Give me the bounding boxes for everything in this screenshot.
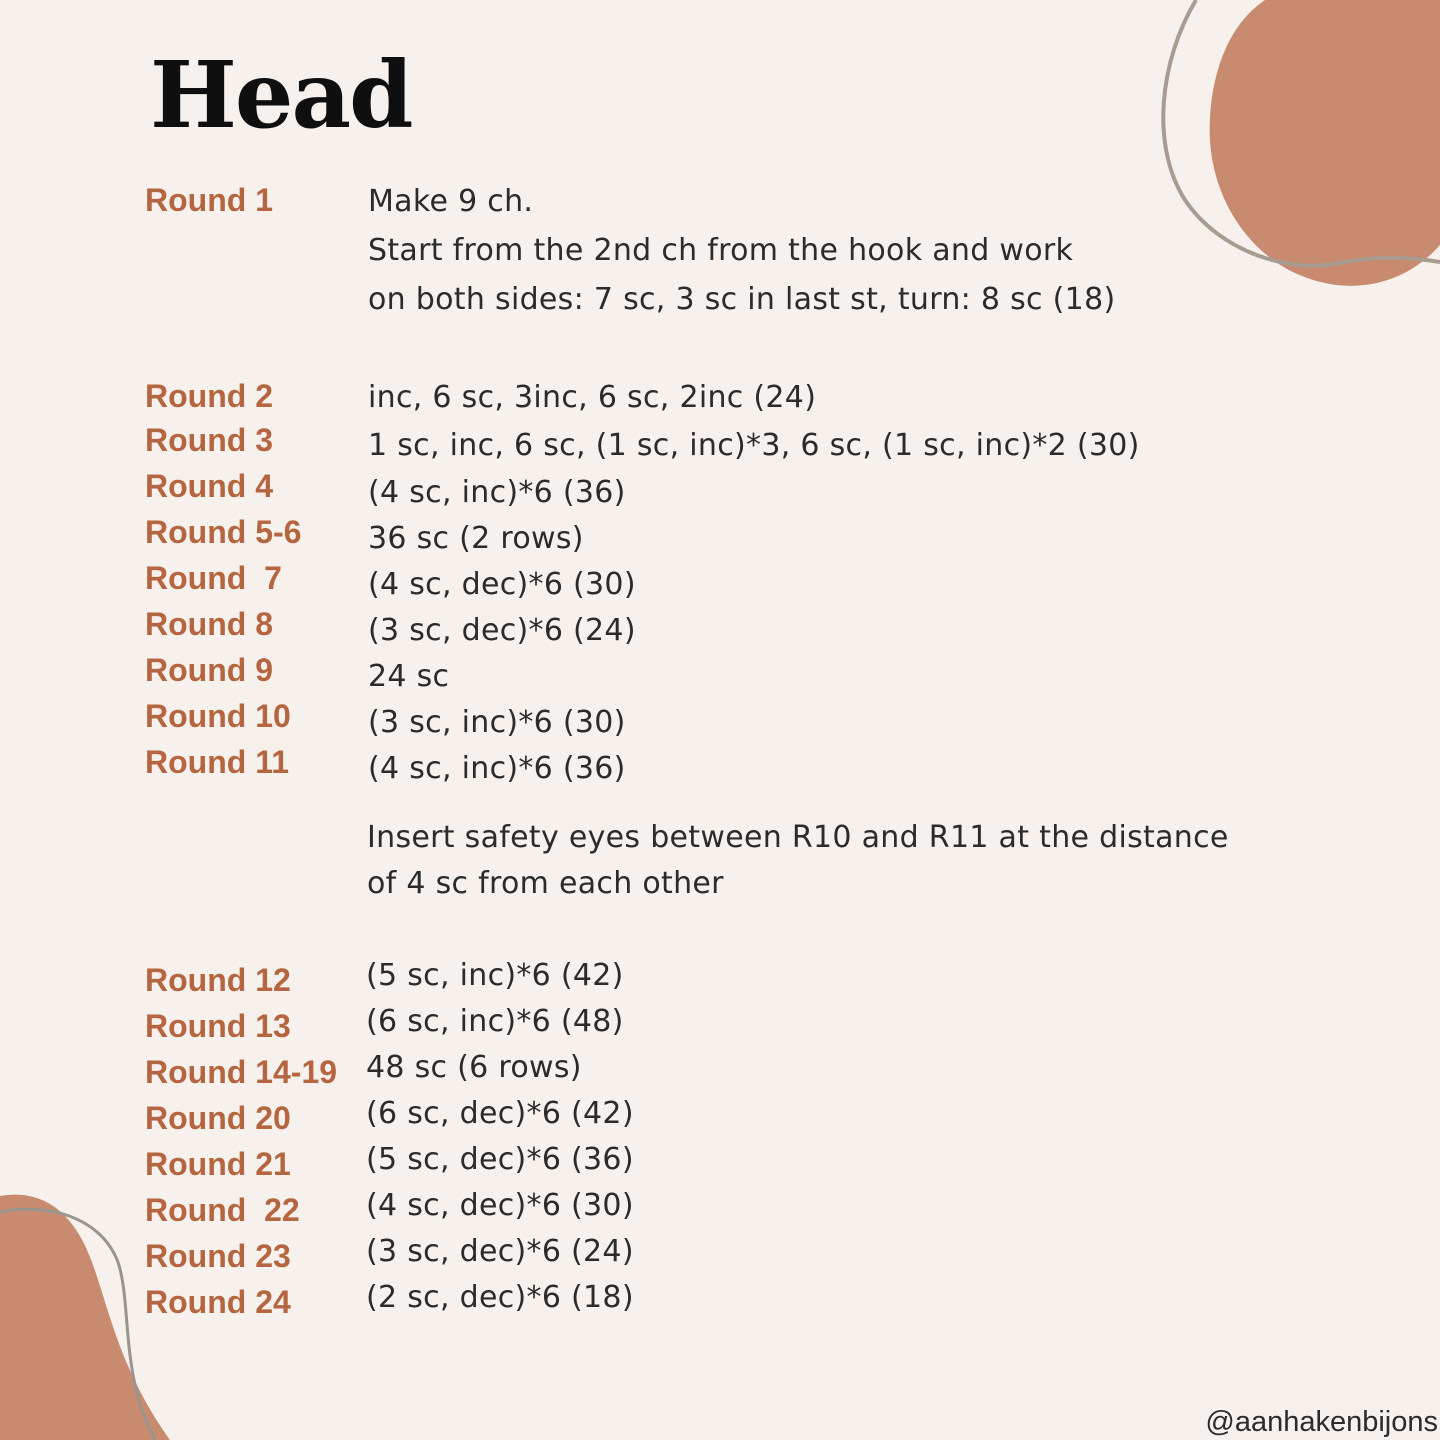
round-instruction: 36 sc (2 rows) <box>368 521 584 556</box>
round-label: Round 5-6 <box>145 514 302 550</box>
round-label: Round 14-19 <box>145 1054 338 1090</box>
round-instruction: (6 sc, dec)*6 (42) <box>366 1096 634 1131</box>
round-instruction: (3 sc, dec)*6 (24) <box>368 613 636 648</box>
instruction-line: on both sides: 7 sc, 3 sc in last st, turn: 8 sc (18) <box>368 282 1116 317</box>
round-label: Round 20 <box>145 1100 291 1136</box>
round-instruction: (5 sc, inc)*6 (42) <box>366 958 624 993</box>
round-instruction: (6 sc, inc)*6 (48) <box>366 1004 624 1039</box>
round-instruction: (3 sc, dec)*6 (24) <box>366 1234 634 1269</box>
safety-eyes-note: of 4 sc from each other <box>367 866 724 901</box>
round-label: Round 9 <box>145 652 273 688</box>
instruction-line: Make 9 ch. <box>368 184 534 219</box>
round-label: Round 13 <box>145 1008 291 1044</box>
safety-eyes-note: Insert safety eyes between R10 and R11 at the distance <box>367 820 1229 855</box>
round-instruction: (4 sc, dec)*6 (30) <box>368 567 636 602</box>
round-label: Round 24 <box>145 1284 291 1320</box>
round-instruction: 48 sc (6 rows) <box>366 1050 582 1085</box>
round-label: Round 7 <box>145 560 282 596</box>
round-label: Round 11 <box>145 744 290 780</box>
round-label: Round 2 <box>145 378 273 414</box>
round-instruction: (3 sc, inc)*6 (30) <box>368 705 626 740</box>
round-instruction: inc, 6 sc, 3inc, 6 sc, 2inc (24) <box>368 380 817 415</box>
page-title: Head <box>150 41 412 149</box>
round-instruction: (4 sc, inc)*6 (36) <box>368 751 626 786</box>
round-instruction: 1 sc, inc, 6 sc, (1 sc, inc)*3, 6 sc, (1 sc, inc)*2 (30) <box>368 428 1140 463</box>
round-label: Round 21 <box>145 1146 291 1182</box>
round-label: Round 12 <box>145 962 291 998</box>
round-label: Round 4 <box>145 468 273 504</box>
round-label: Round 23 <box>145 1238 291 1274</box>
round-label: Round 1 <box>145 182 273 218</box>
round-label: Round 22 <box>145 1192 300 1228</box>
social-handle: @aanhakenbijons <box>1205 1406 1438 1438</box>
top-right-blob <box>1210 0 1440 286</box>
round-instruction: (4 sc, inc)*6 (36) <box>368 475 626 510</box>
round-instruction: (2 sc, dec)*6 (18) <box>366 1280 634 1315</box>
round-instruction: (4 sc, dec)*6 (30) <box>366 1188 634 1223</box>
round-instruction: 24 sc <box>368 659 450 694</box>
round-instruction: (5 sc, dec)*6 (36) <box>366 1142 634 1177</box>
instruction-line: Start from the 2nd ch from the hook and work <box>368 233 1074 268</box>
round-label: Round 8 <box>145 606 273 642</box>
round-label: Round 3 <box>145 422 273 458</box>
round-label: Round 10 <box>145 698 291 734</box>
